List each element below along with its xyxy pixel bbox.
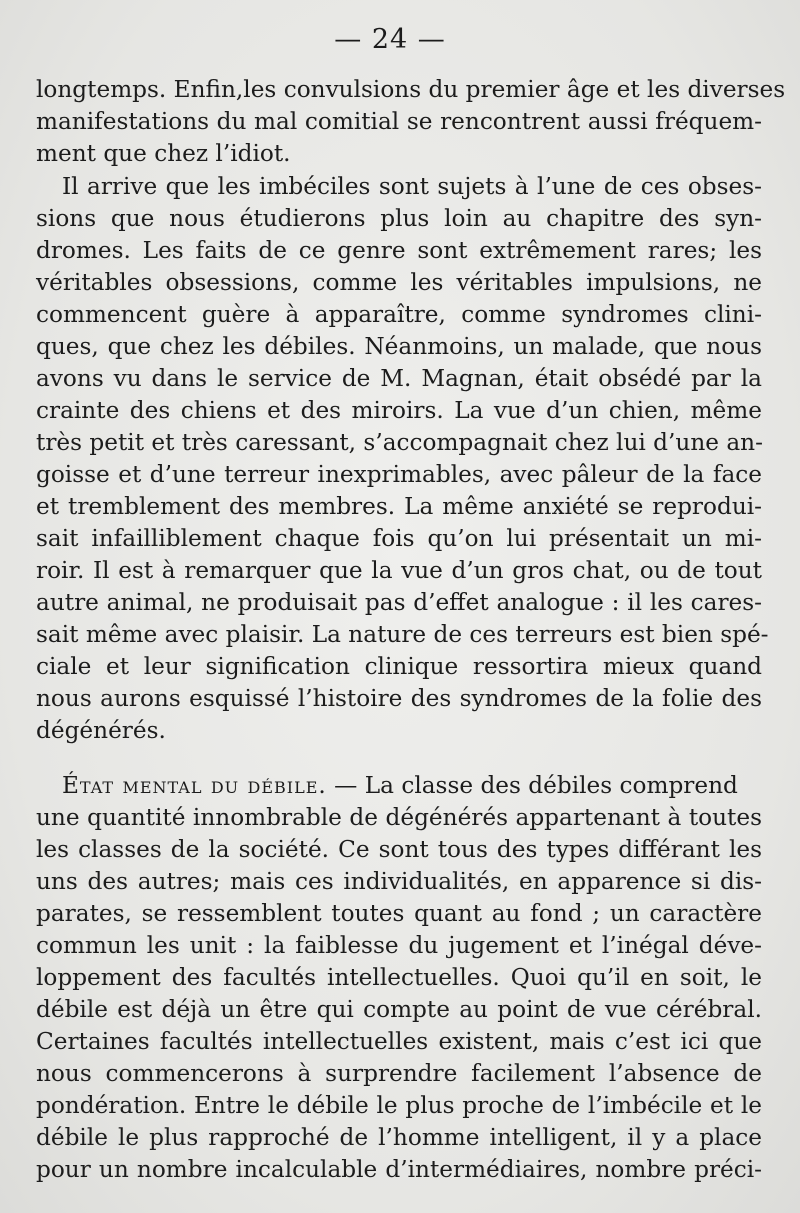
text-line: avons vu dans le service de M. Magnan, était obsédé par la (36, 365, 762, 392)
text-line-segment: — La classe des débiles comprend (326, 772, 738, 799)
text-line: commencent guère à apparaître, comme syndromes clini- (36, 301, 762, 328)
text-line: débile le plus rapproché de l’homme intelligent, il y a place (36, 1124, 762, 1151)
section-heading: État mental du débile. (62, 772, 327, 799)
text-line: autre animal, ne produisait pas d’effet analogue : il les cares- (36, 589, 762, 616)
text-line: commun les unit : la faiblesse du jugement et l’inégal déve- (36, 932, 762, 959)
page-number: — 24 — (334, 24, 446, 55)
text-line: débile est déjà un être qui compte au point de vue cérébral. (36, 996, 762, 1023)
text-line: ment que chez l’idiot. (36, 140, 291, 167)
text-line: sions que nous étudierons plus loin au chapitre des syn- (36, 205, 762, 232)
text-line: crainte des chiens et des miroirs. La vue d’un chien, même (36, 397, 762, 424)
text-line: uns des autres; mais ces individualités, en apparence si dis- (36, 868, 762, 895)
text-line: très petit et très caressant, s’accompagnait chez lui d’une an- (36, 429, 763, 456)
text-line: dromes. Les faits de ce genre sont extrêmement rares; les (36, 237, 762, 264)
text-line: véritables obsessions, comme les véritables impulsions, ne (36, 269, 762, 296)
text-line: manifestations du mal comitial se rencontrent aussi fréquem- (36, 108, 762, 135)
text-line: ciale et leur signification clinique ressortira mieux quand (36, 653, 762, 680)
section-first-line (62, 770, 762, 802)
text-line: nous aurons esquissé l’histoire des syndromes de la folie des (36, 685, 762, 712)
text-line: goisse et d’une terreur inexprimables, avec pâleur de la face (36, 461, 762, 488)
text-line: dégénérés. (36, 717, 166, 744)
text-line: et tremblement des membres. La même anxiété se reprodui- (36, 493, 762, 520)
text-line: Il arrive que les imbéciles sont sujets à l’une de ces obses- (62, 173, 762, 200)
text-line: les classes de la société. Ce sont tous des types différant les (36, 836, 762, 863)
text-line: sait même avec plaisir. La nature de ces terreurs est bien spé- (36, 621, 769, 648)
text-line: pour un nombre incalculable d’intermédiaires, nombre préci- (36, 1156, 762, 1183)
text-line: loppement des facultés intellectuelles. Quoi qu’il en soit, le (36, 964, 762, 991)
text-line: roir. Il est à remarquer que la vue d’un gros chat, ou de tout (36, 557, 762, 584)
text-line: longtemps. Enfin,les convulsions du premier âge et les diverses (36, 76, 786, 103)
text-line: sait infailliblement chaque fois qu’on lui présentait un mi- (36, 525, 762, 552)
text-line: une quantité innombrable de dégénérés appartenant à toutes (36, 804, 762, 831)
text-line: ques, que chez les débiles. Néanmoins, un malade, que nous (36, 333, 762, 360)
text-line: parates, se ressemblent toutes quant au fond ; un caractère (36, 900, 762, 927)
text-line: nous commencerons à surprendre facilement l’absence de (36, 1060, 762, 1087)
text-line: Certaines facultés intellectuelles existent, mais c’est ici que (36, 1028, 762, 1055)
text-line: pondération. Entre le débile le plus proche de l’imbécile et le (36, 1092, 762, 1119)
